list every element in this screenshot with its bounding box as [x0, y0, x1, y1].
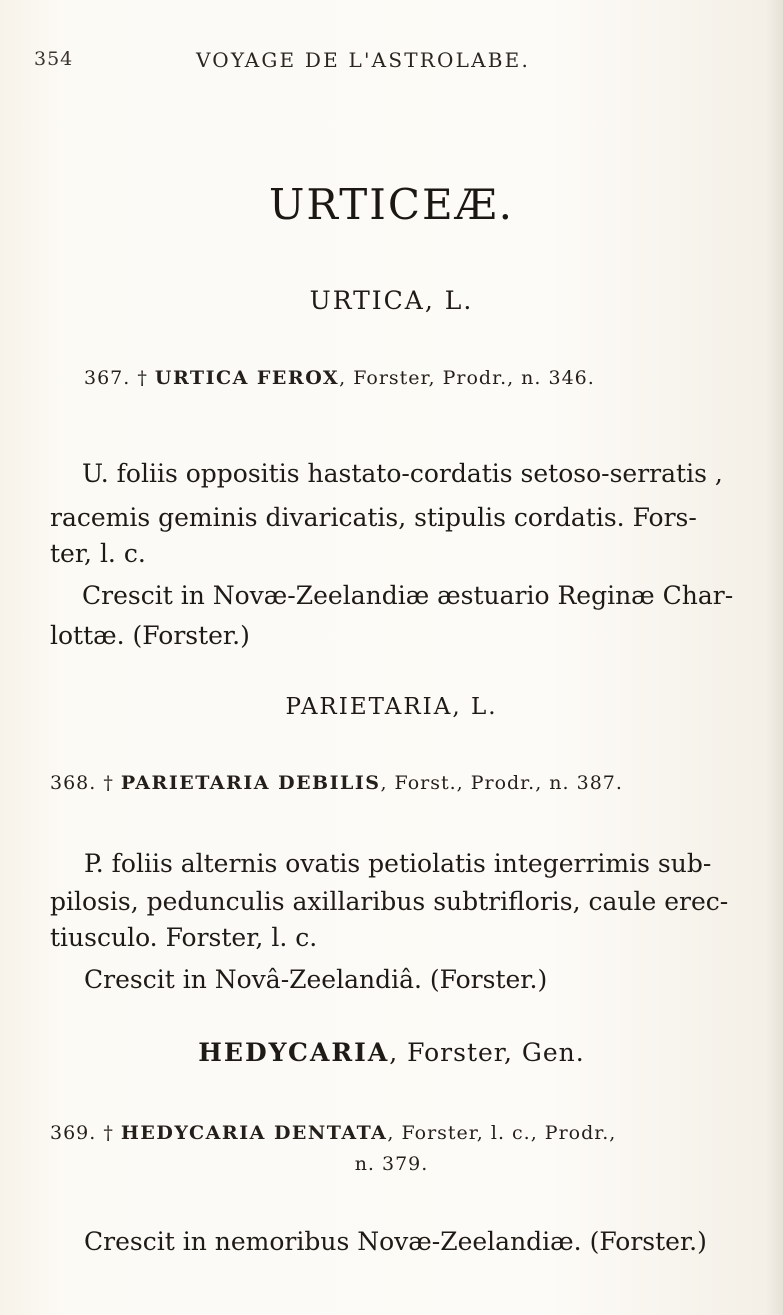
species-number: 369. †	[50, 1122, 114, 1144]
habitat-line: lottæ. (Forster.)	[50, 621, 250, 650]
species-entry-hedycaria-dentata	[50, 1122, 616, 1144]
species-name: URTICA FEROX	[154, 367, 340, 389]
species-reference: , Forster, l. c., Prodr.,	[387, 1122, 617, 1144]
page-number: 354	[34, 48, 74, 70]
section-title: URTICEÆ.	[268, 180, 515, 229]
genus-heading-urtica: URTICA, L.	[309, 286, 474, 315]
species-name: PARIETARIA DEBILIS	[120, 772, 381, 794]
genus-name: HEDYCARIA	[198, 1038, 390, 1067]
description-line: ter, l. c.	[50, 539, 146, 568]
running-head: VOYAGE DE L'ASTROLABE.	[196, 48, 531, 72]
species-number: 368. †	[50, 772, 114, 794]
description-line: tiusculo. Forster, l. c.	[50, 923, 318, 952]
species-reference: , Forst., Prodr., n. 387.	[380, 772, 623, 794]
description-line: pilosis, pedunculis axillaribus subtrifloris, caule erec-	[50, 887, 729, 916]
description-line: racemis geminis divaricatis, stipulis cordatis. Fors-	[50, 503, 697, 532]
habitat-line: Crescit in Novæ-Zeelandiæ æstuario Reginæ Char-	[82, 581, 734, 610]
description-line: P. foliis alternis ovatis petiolatis integerrimis sub-	[84, 849, 712, 878]
species-name: HEDYCARIA DENTATA	[120, 1122, 388, 1144]
species-entry-urtica-ferox	[84, 367, 595, 389]
species-reference: , Forster, Prodr., n. 346.	[339, 367, 595, 389]
habitat-line: Crescit in nemoribus Novæ-Zeelandiæ. (Forster.)	[84, 1227, 707, 1256]
genus-heading-hedycaria	[0, 1038, 783, 1067]
species-number: 367. †	[84, 367, 148, 389]
species-reference-continued: n. 379.	[354, 1153, 429, 1175]
description-line: U. foliis oppositis hastato-cordatis setoso-serratis ,	[82, 459, 723, 488]
genus-authority: , Forster, Gen.	[389, 1038, 585, 1067]
genus-heading-parietaria: PARIETARIA, L.	[285, 694, 498, 720]
habitat-line: Crescit in Novâ-Zeelandiâ. (Forster.)	[84, 965, 548, 994]
species-entry-parietaria-debilis	[50, 772, 623, 794]
